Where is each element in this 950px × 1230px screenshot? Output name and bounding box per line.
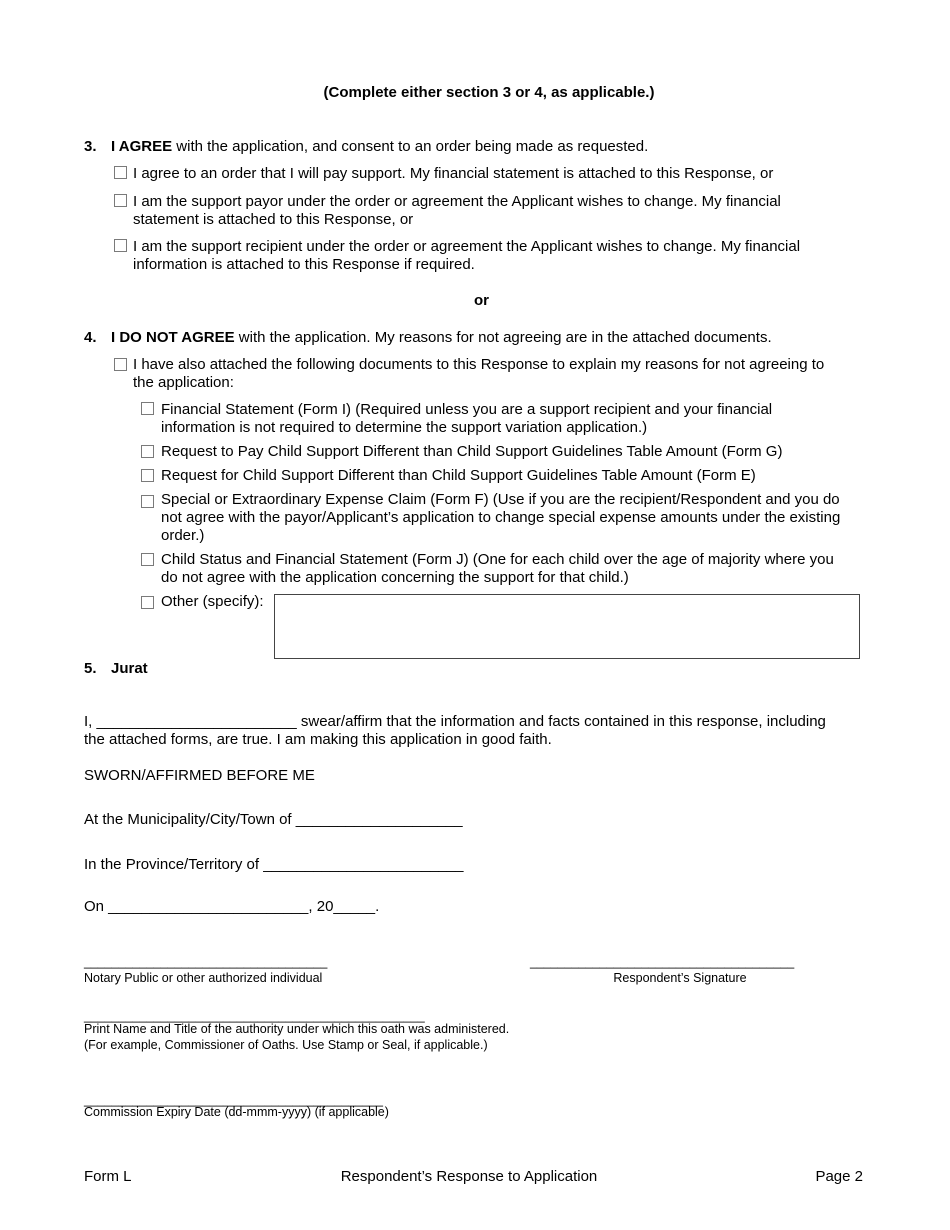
section-5-number: 5. [84, 660, 97, 677]
form-j-label-line2: do not agree with the application concerning the support for that child.) [161, 569, 629, 586]
form-f-label-line3: order.) [161, 527, 205, 544]
form-f-checkbox[interactable] [141, 495, 154, 508]
notary-signature-line[interactable]: ___________________________________ [84, 955, 328, 969]
form-g-label: Request to Pay Child Support Different than Child Support Guidelines Table Amount (Form G) [161, 443, 783, 460]
attached-documents-label-line2: the application: [133, 374, 234, 391]
province-field[interactable]: In the Province/Territory of ________________________ [84, 856, 464, 873]
print-name-line[interactable]: _________________________________________________ [84, 1009, 425, 1023]
other-specify-label: Other (specify): [161, 593, 264, 610]
other-specify-input[interactable] [274, 594, 860, 659]
commission-expiry-line[interactable]: ___________________________________________ [84, 1093, 383, 1107]
municipality-field[interactable]: At the Municipality/City/Town of ____________________ [84, 811, 463, 828]
respondent-signature-label: Respondent’s Signature [613, 971, 747, 985]
footer-page-number: Page 2 [815, 1168, 863, 1185]
print-name-label-line1: Print Name and Title of the authority under which this oath was administered. [84, 1022, 510, 1036]
section-4-heading-bold: I DO NOT AGREE [111, 329, 235, 346]
section-4-number: 4. [84, 329, 97, 346]
agree-pay-support-label: I agree to an order that I will pay support. My financial statement is attached to this Response, or [133, 165, 774, 182]
section-5-heading: Jurat [111, 660, 148, 677]
agree-support-payor-label-line1: I am the support payor under the order or agreement the Applicant wishes to change. My financial [133, 193, 781, 210]
commission-expiry-label: Commission Expiry Date (dd-mmm-yyyy) (if applicable) [84, 1105, 389, 1119]
form-e-checkbox[interactable] [141, 469, 154, 482]
form-g-checkbox[interactable] [141, 445, 154, 458]
section-3-header [84, 138, 97, 156]
section-4-heading-text: with the application. My reasons for not agreeing are in the attached documents. [234, 329, 772, 346]
instruction-text: (Complete either section 3 or 4, as applicable.) [323, 84, 655, 101]
swear-statement-line2: the attached forms, are true. I am making this application in good faith. [84, 731, 552, 748]
financial-statement-form-i-label-line2: information is not required to determine the support variation application.) [161, 419, 648, 436]
financial-statement-form-i-label-line1: Financial Statement (Form I) (Required unless you are a support recipient and your financial [161, 401, 773, 418]
section-3-heading [111, 138, 648, 156]
form-f-label-line1: Special or Extraordinary Expense Claim (Form F) (Use if you are the recipient/Respondent and you do [161, 491, 840, 508]
swear-statement-line1: I, ________________________ swear/affirm that the information and facts contained in this response, including [84, 713, 826, 730]
other-specify-checkbox[interactable] [141, 596, 154, 609]
agree-support-recipient-checkbox[interactable] [114, 239, 127, 252]
footer-title: Respondent’s Response to Application [340, 1168, 598, 1185]
form-f-label-line2: not agree with the payor/Applicant’s application to change special expense amounts under the existing [161, 509, 841, 526]
agree-support-payor-checkbox[interactable] [114, 194, 127, 207]
agree-support-recipient-label-line2: information is attached to this Response if required. [133, 256, 475, 273]
section-3-heading-text: with the application, and consent to an order being made as requested. [172, 138, 649, 155]
respondent-signature-line[interactable]: ______________________________________ [530, 955, 795, 969]
attached-documents-label-line1: I have also attached the following documents to this Response to explain my reasons for not agreeing to [133, 356, 825, 373]
attached-documents-checkbox[interactable] [114, 358, 127, 371]
section-3-heading-bold: I AGREE [111, 138, 173, 155]
section-3-number: 3. [84, 138, 97, 155]
footer-form-id: Form L [84, 1168, 132, 1185]
section-4-heading [111, 329, 772, 347]
print-name-label-line2: (For example, Commissioner of Oaths. Use Stamp or Seal, if applicable.) [84, 1038, 488, 1052]
or-separator: or [474, 292, 489, 309]
agree-pay-support-checkbox[interactable] [114, 166, 127, 179]
date-field[interactable]: On ________________________, 20_____. [84, 898, 380, 915]
form-e-label: Request for Child Support Different than Child Support Guidelines Table Amount (Form E) [161, 467, 756, 484]
financial-statement-form-i-checkbox[interactable] [141, 402, 154, 415]
agree-support-payor-label-line2: statement is attached to this Response, or [133, 211, 414, 228]
sworn-before-me: SWORN/AFFIRMED BEFORE ME [84, 767, 315, 784]
form-j-checkbox[interactable] [141, 553, 154, 566]
notary-signature-label: Notary Public or other authorized individual [84, 971, 323, 985]
form-j-label-line1: Child Status and Financial Statement (Form J) (One for each child over the age of majority where you [161, 551, 834, 568]
agree-support-recipient-label-line1: I am the support recipient under the order or agreement the Applicant wishes to change. My financial [133, 238, 801, 255]
